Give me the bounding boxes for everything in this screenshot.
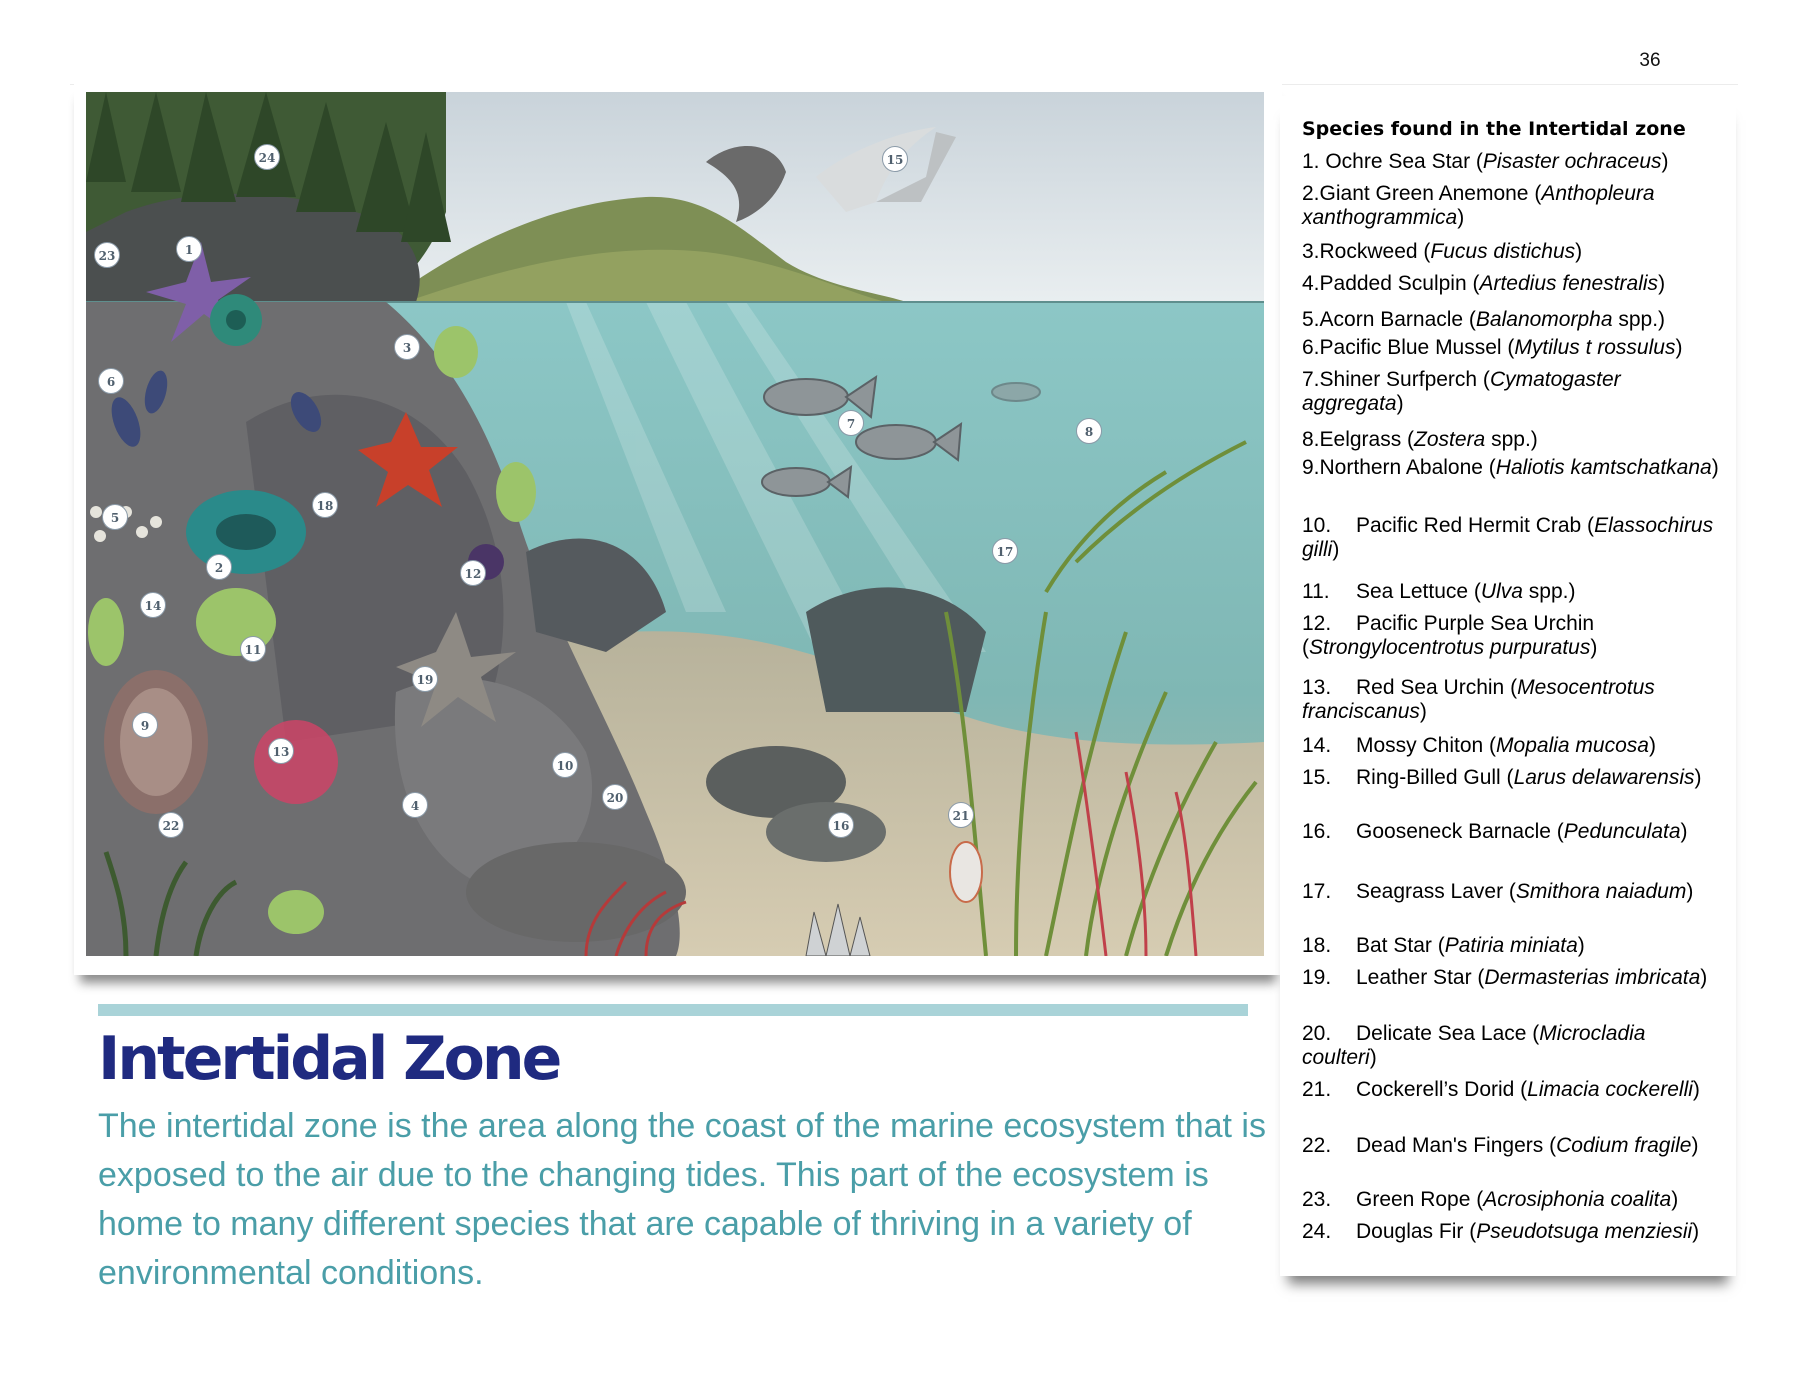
page-title: Intertidal Zone: [98, 1024, 560, 1094]
species-item: 5.Acorn Barnacle (Balanomorpha spp.): [1302, 308, 1666, 331]
species-item: 23. Green Rope (Acrosiphonia coalita): [1302, 1188, 1679, 1211]
callout-marker: 10: [552, 752, 578, 778]
callout-marker: 4: [402, 792, 428, 818]
illustration-card: [74, 80, 1282, 975]
species-item: 12. Pacific Purple Sea Urchin (Strongylocentrotus purpuratus): [1302, 612, 1598, 659]
callout-marker: 14: [140, 592, 166, 618]
species-item: 19. Leather Star (Dermasterias imbricata): [1302, 966, 1708, 989]
species-item: 2.Giant Green Anemone (Anthopleura xanthogrammica): [1302, 182, 1655, 229]
callout-marker: 19: [412, 666, 438, 692]
callout-marker: 8: [1076, 418, 1102, 444]
heading-accent-bar: [98, 1004, 1248, 1016]
callout-marker: 24: [254, 144, 280, 170]
species-item: 14. Mossy Chiton (Mopalia mucosa): [1302, 734, 1656, 757]
species-item: 20. Delicate Sea Lace (Microcladia coulteri): [1302, 1022, 1646, 1069]
species-item: 17. Seagrass Laver (Smithora naiadum): [1302, 880, 1694, 903]
species-item: 21. Cockerell’s Dorid (Limacia cockerelli): [1302, 1078, 1700, 1101]
species-item: 24. Douglas Fir (Pseudotsuga menziesii): [1302, 1220, 1700, 1243]
callout-marker: 17: [992, 538, 1018, 564]
callout-marker: 11: [240, 636, 266, 662]
species-item: 22. Dead Man's Fingers (Codium fragile): [1302, 1134, 1699, 1157]
callout-marker: 13: [268, 738, 294, 764]
callout-marker: 22: [158, 812, 184, 838]
species-item: 11. Sea Lettuce (Ulva spp.): [1302, 580, 1576, 603]
callout-marker: 21: [948, 802, 974, 828]
callout-marker: 15: [882, 146, 908, 172]
species-item: 7.Shiner Surfperch (Cymatogaster aggregata): [1302, 368, 1621, 415]
callout-marker: 20: [602, 784, 628, 810]
callout-marker: 7: [838, 410, 864, 436]
callout-marker: 6: [98, 368, 124, 394]
species-item: 1. Ochre Sea Star (Pisaster ochraceus): [1302, 150, 1669, 173]
illustration-artwork: [86, 92, 1264, 956]
page-number: 36: [1639, 50, 1661, 71]
species-list-card: [1280, 96, 1736, 1276]
species-item: 6.Pacific Blue Mussel (Mytilus t rossulus): [1302, 336, 1683, 359]
callout-marker: 1: [176, 236, 202, 262]
callout-marker: 5: [102, 504, 128, 530]
callout-marker: 16: [828, 812, 854, 838]
intro-paragraph: The intertidal zone is the area along the coast of the marine ecosystem that is exposed to the air due to the changing tides. This part of the ecosystem is home to many different species that are capable of thriving in a variety of environmental conditions.: [98, 1107, 1266, 1292]
species-item: 9.Northern Abalone (Haliotis kamtschatkana): [1302, 456, 1719, 479]
callout-marker: 3: [394, 334, 420, 360]
species-item: 15. Ring-Billed Gull (Larus delawarensis): [1302, 766, 1702, 789]
callout-marker: 2: [206, 554, 232, 580]
species-item: 13. Red Sea Urchin (Mesocentrotus franciscanus): [1302, 676, 1655, 723]
species-item: 10. Pacific Red Hermit Crab (Elassochirus gilli): [1302, 514, 1714, 561]
callout-marker: 9: [132, 712, 158, 738]
callout-marker: 12: [460, 560, 486, 586]
callout-marker: 23: [94, 242, 120, 268]
species-item: 8.Eelgrass (Zostera spp.): [1302, 428, 1538, 451]
callout-marker: 18: [312, 492, 338, 518]
species-item: 18. Bat Star (Patiria miniata): [1302, 934, 1585, 957]
species-item: 3.Rockweed (Fucus distichus): [1302, 240, 1583, 263]
species-item: 16. Gooseneck Barnacle (Pedunculata): [1302, 820, 1688, 843]
species-list-title: Species found in the Intertidal zone: [1302, 118, 1686, 140]
intertidal-illustration: [86, 92, 1264, 956]
species-item: 4.Padded Sculpin (Artedius fenestralis): [1302, 272, 1666, 295]
